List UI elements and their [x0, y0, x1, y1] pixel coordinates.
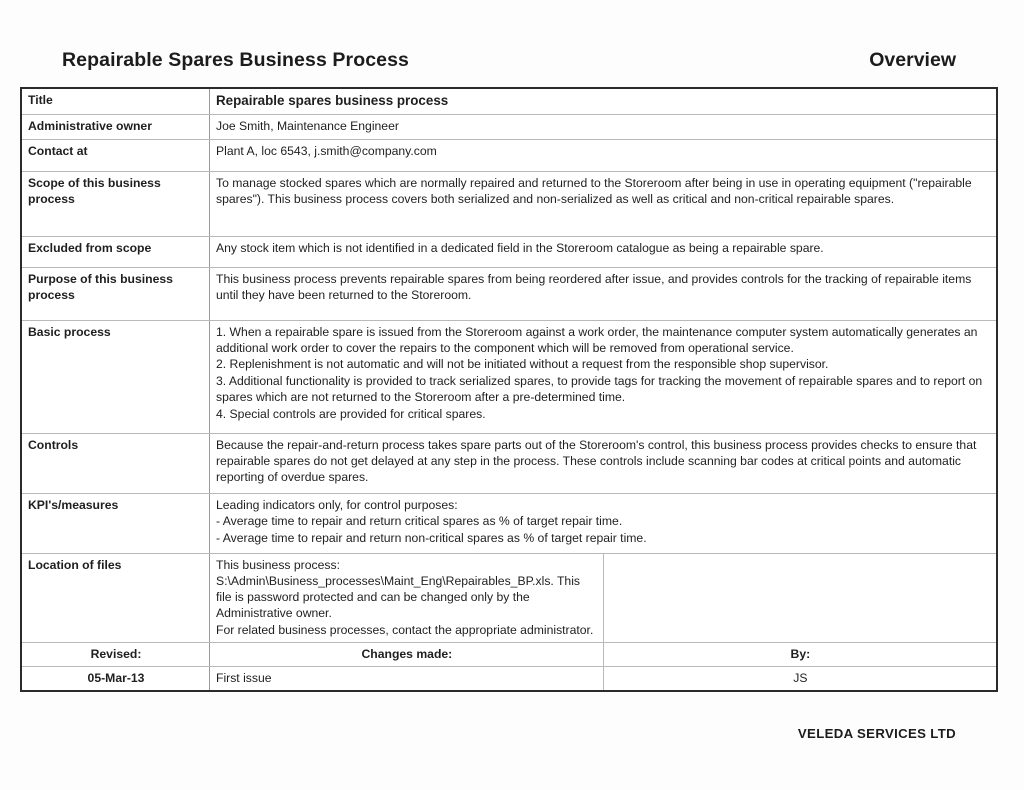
row-label-title: Title — [21, 88, 210, 114]
row-label-purpose: Purpose of this business process — [21, 267, 210, 320]
table-row-administrative-owner — [21, 114, 997, 139]
table-row-basic-process — [21, 320, 997, 433]
row-value-contact-at: Plant A, loc 6543, j.smith@company.com — [210, 139, 998, 171]
table-row-revision-header — [21, 642, 997, 666]
business-process-table — [20, 87, 998, 692]
table-row-purpose — [21, 267, 997, 320]
table-row-controls — [21, 433, 997, 493]
row-label-administrative-owner: Administrative owner — [21, 114, 210, 139]
row-value-excluded-from-scope: Any stock item which is not identified in a dedicated field in the Storeroom catalogue as being a repairable spare. — [210, 236, 998, 267]
location-row-spacer-cell — [603, 553, 997, 642]
row-value-location-of-files — [210, 553, 604, 642]
basic-process-step: 3. Additional functionality is provided to track serialized spares, to provide tags for tracking the movement of repairable spares and to report on spares which are not returned to the Storeroom after a pre-determined time. — [216, 373, 983, 405]
document-header — [20, 40, 1000, 80]
row-label-basic-process: Basic process — [21, 320, 210, 433]
table-row-location-of-files — [21, 553, 997, 642]
row-value-administrative-owner: Joe Smith, Maintenance Engineer — [210, 114, 998, 139]
revision-header-changes-label: Changes made: — [210, 642, 604, 666]
table-row-revision-entry — [21, 666, 997, 691]
kpi-line: - Average time to repair and return non-critical spares as % of target repair time. — [216, 530, 647, 545]
revision-date: 05-Mar-13 — [21, 666, 210, 691]
company-name: VELEDA SERVICES LTD — [797, 726, 956, 741]
location-line: This business process: S:\Admin\Business_processes\Maint_Eng\Repairables_BP.xls. This file is password protected and can be changed only by the Administrative owner. — [216, 557, 581, 620]
table-row-title — [21, 88, 997, 114]
table-row-scope — [21, 171, 997, 236]
row-value-scope: To manage stocked spares which are normally repaired and returned to the Storeroom after being in use in operating equipment ("repairable spares"). This business process covers both serialized and non-serialized as well as critical and non-critical repairable spares. — [210, 171, 998, 236]
revision-header-revised-label: Revised: — [21, 642, 210, 666]
row-value-title: Repairable spares business process — [210, 88, 998, 114]
row-label-kpi-measures: KPI's/measures — [21, 493, 210, 553]
revision-header-by-label: By: — [603, 642, 997, 666]
row-label-excluded-from-scope: Excluded from scope — [21, 236, 210, 267]
row-label-location-of-files: Location of files — [21, 553, 210, 642]
revision-change-description: First issue — [210, 666, 604, 691]
basic-process-step: 4. Special controls are provided for critical spares. — [216, 406, 486, 421]
document-footer — [20, 725, 1000, 743]
row-label-controls: Controls — [21, 433, 210, 493]
basic-process-step: 1. When a repairable spare is issued from the Storeroom against a work order, the maintenance computer system automatically generates an additional work order to cover the repairs to the component which will be removed from operational service. — [216, 324, 978, 355]
kpi-line: - Average time to repair and return critical spares as % of target repair time. — [216, 514, 623, 529]
revision-author-initials: JS — [603, 666, 997, 691]
basic-process-step: 2. Replenishment is not automatic and will not be initiated without a request from the responsible shop supervisor. — [216, 357, 829, 372]
row-label-contact-at: Contact at — [21, 139, 210, 171]
row-label-scope: Scope of this business process — [21, 171, 210, 236]
row-value-basic-process — [210, 320, 998, 433]
location-line: For related business processes, contact the appropriate administrator. — [216, 622, 594, 637]
section-title: Overview — [869, 48, 956, 71]
table-row-contact-at — [21, 139, 997, 171]
kpi-line: Leading indicators only, for control purposes: — [216, 497, 458, 512]
table-row-kpi-measures — [21, 493, 997, 553]
row-value-purpose: This business process prevents repairable spares from being reordered after issue, and provides controls for the tracking of repairable items until they have been returned to the Storeroom. — [210, 267, 998, 320]
page-title: Repairable Spares Business Process — [62, 48, 409, 71]
row-value-kpi-measures — [210, 493, 998, 553]
table-row-excluded-from-scope — [21, 236, 997, 267]
row-value-controls: Because the repair-and-return process takes spare parts out of the Storeroom's control, this business process provides checks to ensure that repairable spares do not get delayed at any step in the process. These controls include scanning bar codes at critical points and automatic reporting of overdue spares. — [210, 433, 998, 493]
